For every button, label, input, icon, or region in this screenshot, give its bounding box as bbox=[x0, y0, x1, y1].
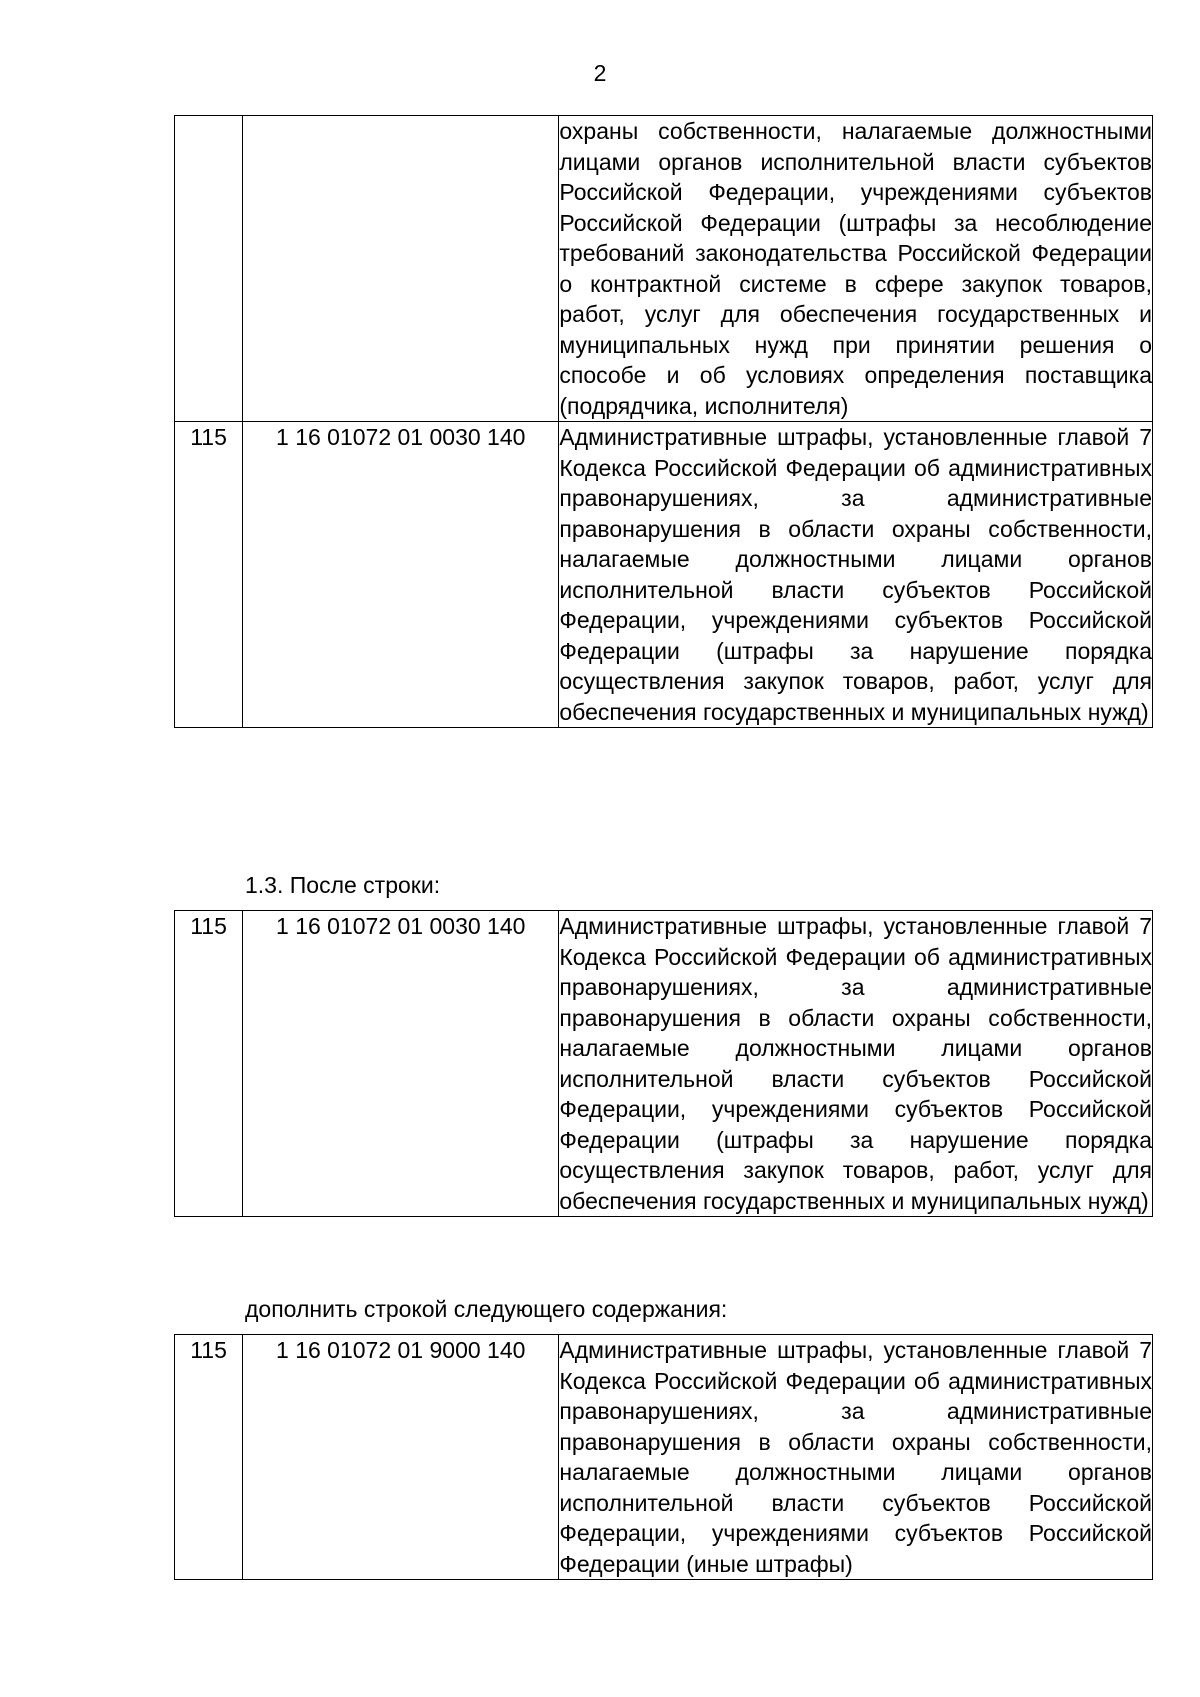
table-row bbox=[175, 116, 1153, 422]
description-cell: охраны собственности, налагаемые должностными лицами органов исполнительной власти субъектов Российской Федерации, учреждениями субъектов Российской Федерации (штрафы за несоблюдение требований законодательства Российской Федерации о контрактной системе в сфере закупок товаров, работ, услуг для обеспечения государственных и муниципальных нужд при принятии решения о способе и об условиях определения поставщика (подрядчика, исполнителя) bbox=[559, 116, 1153, 422]
table-row bbox=[175, 422, 1153, 728]
row-number-cell: 115 bbox=[175, 1335, 243, 1580]
budget-codes-table-2 bbox=[174, 910, 1153, 1217]
description-cell: Административные штрафы, установленные главой 7 Кодекса Российской Федерации об административных правонарушениях, за административные правонарушения в области охраны собственности, налагаемые должностными лицами органов исполнительной власти субъектов Российской Федерации, учреждениями субъектов Российской Федерации (штрафы за нарушение порядка осуществления закупок товаров, работ, услуг для обеспечения государственных и муниципальных нужд) bbox=[559, 911, 1153, 1217]
budget-code-cell: 1 16 01072 01 0030 140 bbox=[243, 422, 559, 728]
paragraph-after-line: 1.3. После строки: bbox=[245, 872, 441, 898]
budget-code-cell: 1 16 01072 01 0030 140 bbox=[243, 911, 559, 1217]
description-cell: Административные штрафы, установленные главой 7 Кодекса Российской Федерации об административных правонарушениях, за административные правонарушения в области охраны собственности, налагаемые должностными лицами органов исполнительной власти субъектов Российской Федерации, учреждениями субъектов Российской Федерации (штрафы за нарушение порядка осуществления закупок товаров, работ, услуг для обеспечения государственных и муниципальных нужд) bbox=[559, 422, 1153, 728]
budget-codes-table-1 bbox=[174, 115, 1153, 728]
row-number-cell bbox=[175, 116, 243, 422]
budget-code-cell bbox=[243, 116, 559, 422]
table-row bbox=[175, 1335, 1153, 1580]
row-number-cell: 115 bbox=[175, 422, 243, 728]
budget-code-cell: 1 16 01072 01 9000 140 bbox=[243, 1335, 559, 1580]
page-number: 2 bbox=[593, 60, 607, 86]
paragraph-supplement: дополнить строкой следующего содержания: bbox=[245, 1296, 728, 1322]
budget-codes-table-3 bbox=[174, 1334, 1153, 1580]
row-number-cell: 115 bbox=[175, 911, 243, 1217]
description-cell: Административные штрафы, установленные главой 7 Кодекса Российской Федерации об административных правонарушениях, за административные правонарушения в области охраны собственности, налагаемые должностными лицами органов исполнительной власти субъектов Российской Федерации, учреждениями субъектов Российской Федерации (иные штрафы) bbox=[559, 1335, 1153, 1580]
table-row bbox=[175, 911, 1153, 1217]
